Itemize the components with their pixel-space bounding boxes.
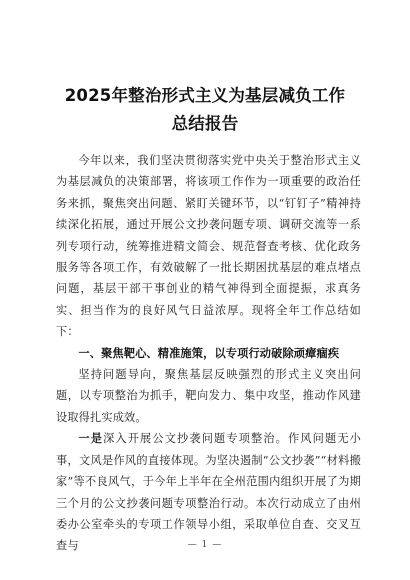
- document-body: [56, 150, 361, 557]
- page-number: — 1 —: [187, 540, 223, 550]
- paragraph-lead: 一是: [78, 432, 104, 446]
- paragraph-text: 深入开展公文抄袭问题专项整治。作风问题无小事，文风是作风的直接体现。为坚决遏制“公文抄袭”“材料搬家”等不良风气，于今年上半年在全州范围内组织开展了为期三个月的公文抄袭问题专项整治行动。本次行动成立了由州委办公室牵头的专项工作领导小组，采取单位自查、交叉互查与: [56, 432, 361, 553]
- document-title: 2025年整治形式主义为基层减负工作总结报告: [64, 86, 346, 133]
- section-heading: 一、聚焦靶心、精准施策，以专项行动破除顽瘴痼疾: [78, 346, 340, 360]
- body-paragraph: [56, 428, 361, 556]
- intro-paragraph: 今年以来，我们坚决贯彻落实党中央关于整治形式主义为基层减负的决策部署，将该项工作作为一项重要的政治任务来抓，聚焦突出问题、紧盯关键环节，以“钉钉子”精神持续深化拓展，通过开展公文抄袭问题专项、调研交流等一系列专项行动，统筹推进精文简会、规范督查考核、优化政务服务等各项工作，有效破解了一批长期困扰基层的难点堵点问题，基层干部干事创业的精气神得到全面提振，求真务实、担当作为的良好风气日益浓厚。现将全年工作总结如下：: [56, 154, 361, 339]
- body-paragraph: 坚持问题导向，聚焦基层反映强烈的形式主义突出问题，以专项整治为抓手，靶向发力、集中攻坚，推动作风建设取得扎实成效。: [56, 368, 361, 424]
